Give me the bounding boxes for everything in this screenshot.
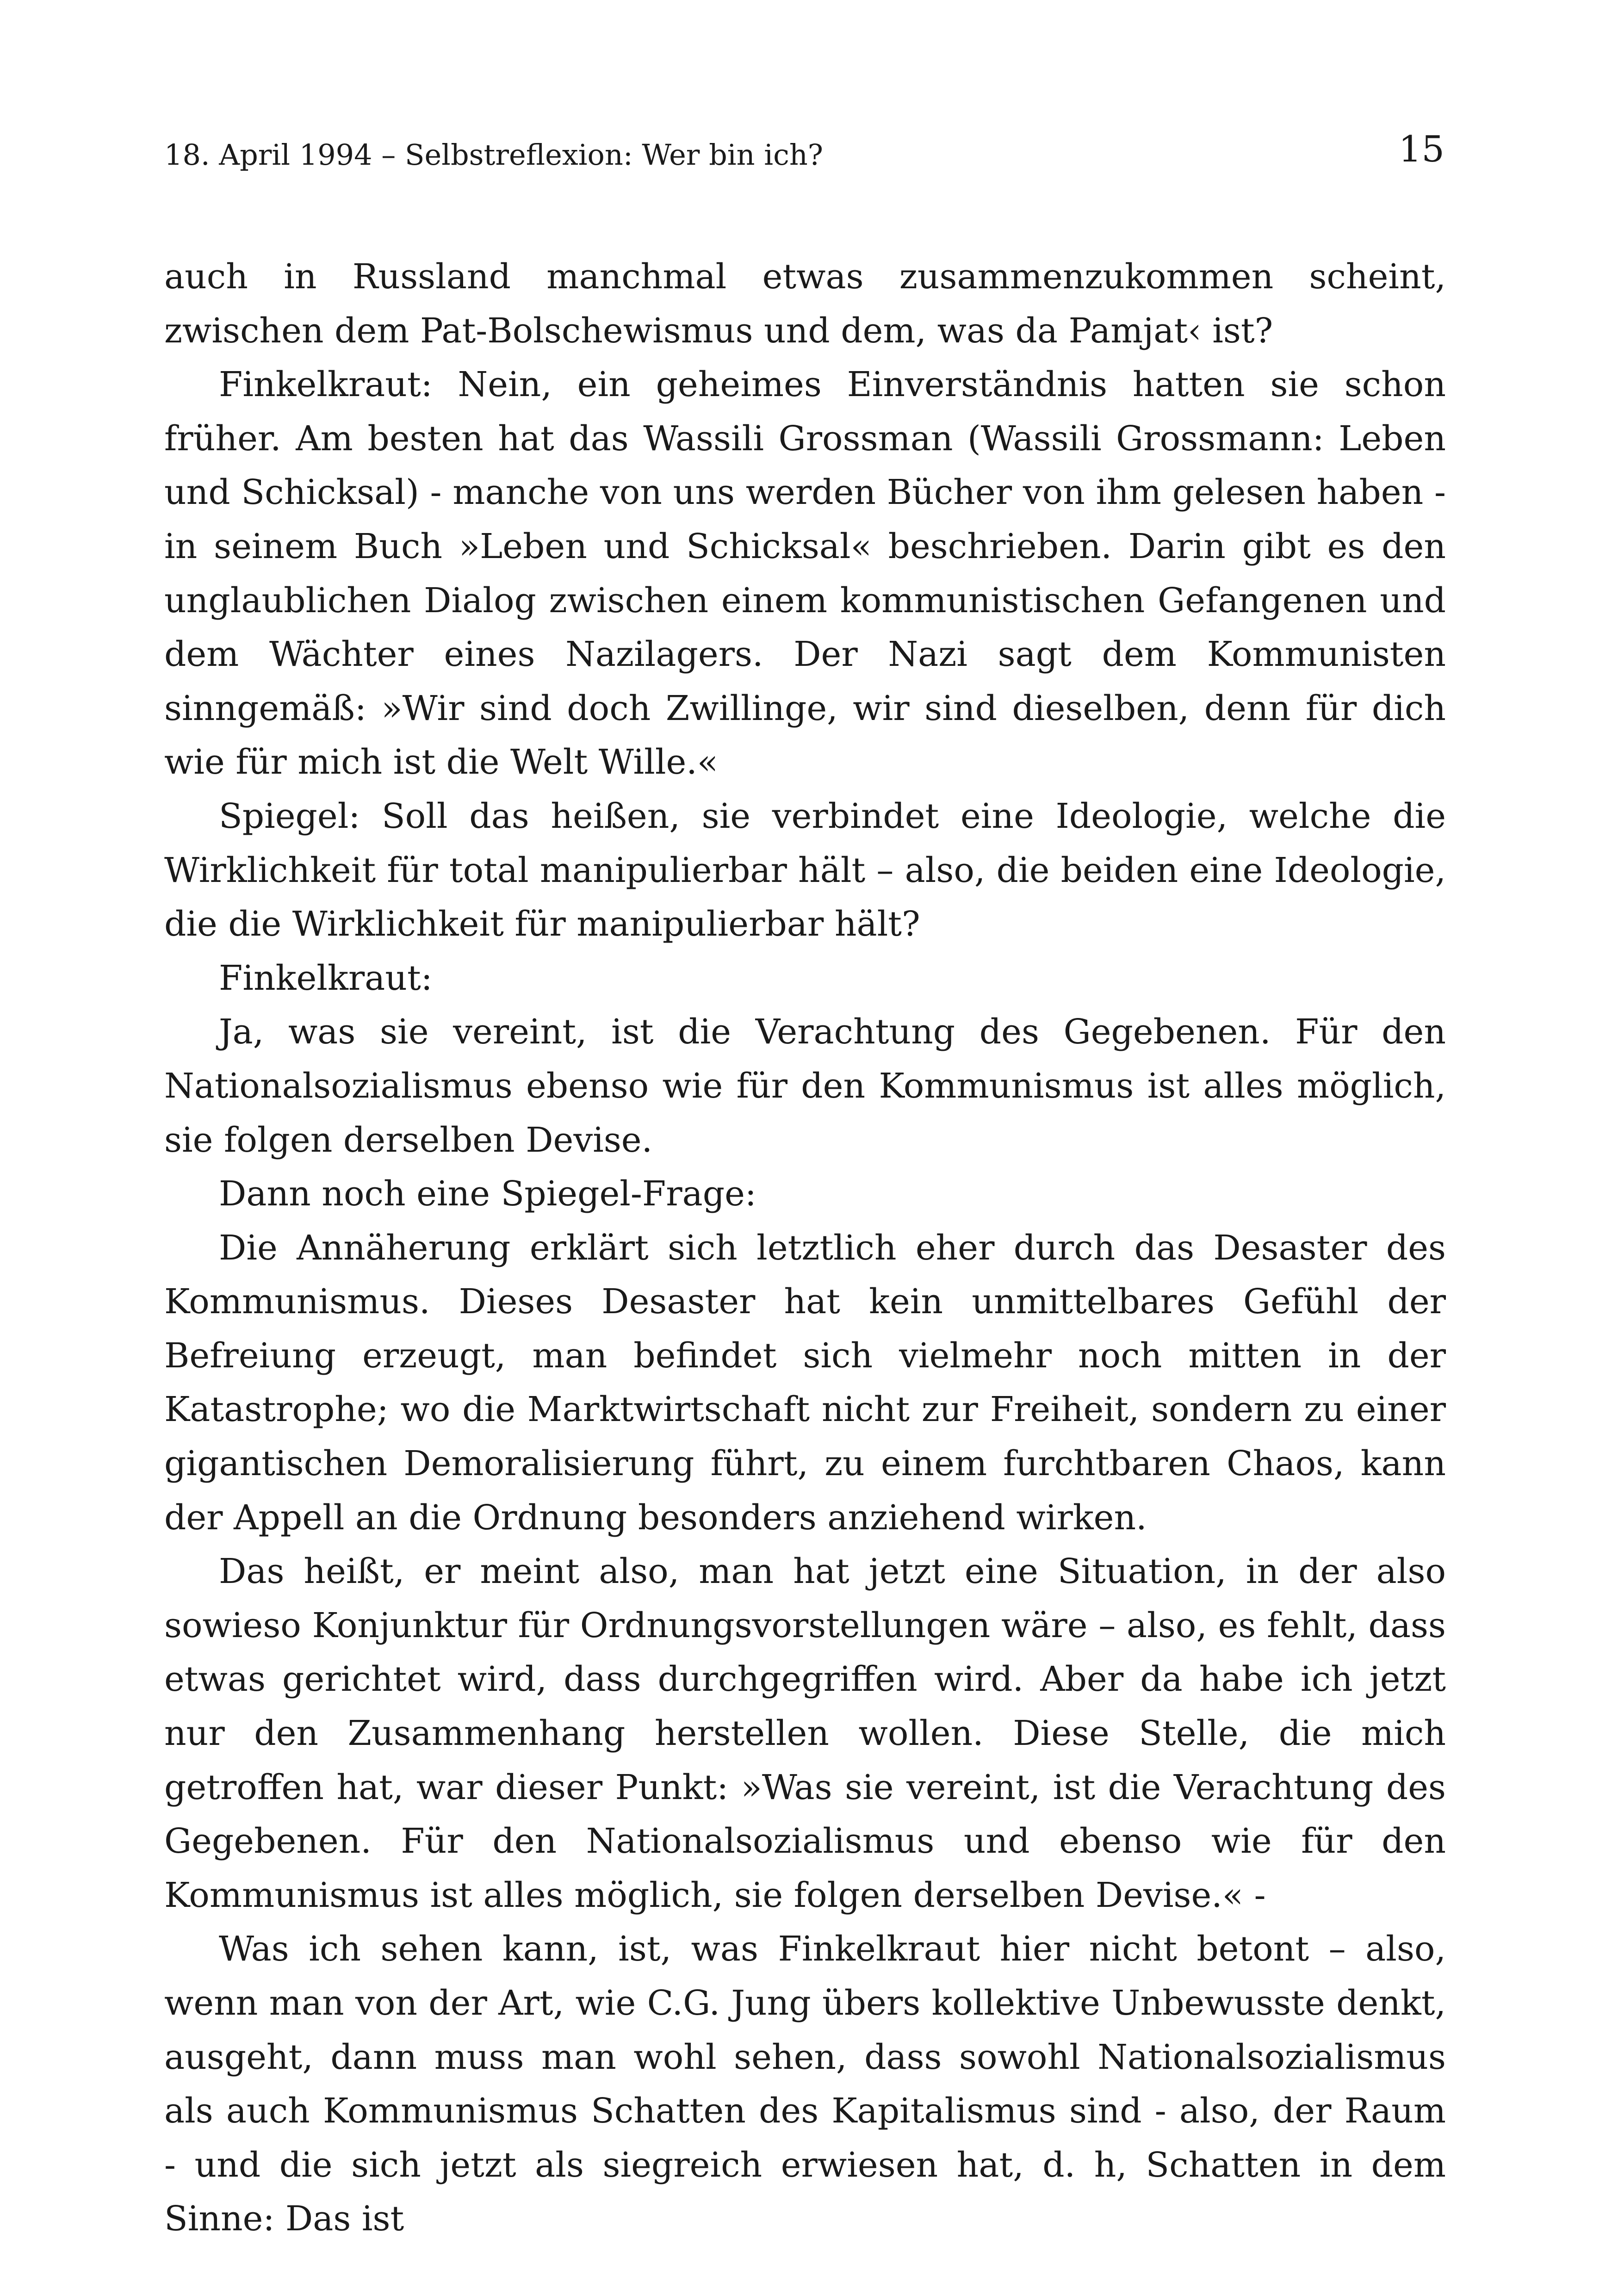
text-body bbox=[164, 250, 1446, 2246]
paragraph: Dann noch eine Spiegel-Frage: bbox=[219, 1174, 756, 1214]
running-head bbox=[164, 130, 1444, 180]
paragraph: Finkelkraut: Nein, ein geheimes Einverständnis hatten sie schon früher. Am besten hat das Wassili Grossman (Wassili Grossmann: Leben und Schicksal) - manche von uns werden Bücher von ihm gelesen haben - in seinem Buch »Leben und Schicksal« beschrieben. Darin gibt es den unglaublichen Dialog zwischen einem kommunistischen Gefangenen und dem Wächter eines Nazilagers. Der Nazi sagt dem Kommunisten sinngemäß: »Wir sind doch Zwillinge, wir sind dieselben, denn für dich wie für mich ist die Welt Wille.« bbox=[164, 365, 1446, 782]
page-number: 15 bbox=[1398, 129, 1444, 170]
paragraph: Spiegel: Soll das heißen, sie verbindet eine Ideologie, welche die Wirklichkeit für total manipulierbar hält – also, die beiden eine Ideologie, die die Wirklichkeit für manipulierbar hält? bbox=[164, 796, 1446, 944]
paragraph: Ja, was sie vereint, ist die Verachtung des Gegebenen. Für den Nationalsozialismus ebenso wie für den Kommunismus ist alles möglich, sie folgen derselben Devise. bbox=[164, 1012, 1446, 1160]
paragraph: Finkelkraut: bbox=[219, 958, 433, 998]
paragraph: Was ich sehen kann, ist, was Finkelkraut hier nicht betont – also, wenn man von der Art, wie C.G. Jung übers kollektive Unbewusste denkt, ausgeht, dann muss man wohl sehen, dass sowohl Nationalsozialismus als auch Kommunismus Schatten des Kapitalismus sind - also, der Raum - und die sich jetzt als siegreich erwiesen hat, d. h, Schatten in dem Sinne: Das ist bbox=[164, 1929, 1446, 2239]
paragraph: Das heißt, er meint also, man hat jetzt eine Situation, in der also sowieso Konjunktur für Ordnungsvorstellungen wäre – also, es fehlt, dass etwas gerichtet wird, dass durchgegriffen wird. Aber da habe ich jetzt nur den Zusammenhang herstellen wollen. Diese Stelle, die mich getroffen hat, war dieser Punkt: »Was sie vereint, ist die Verachtung des Gegebenen. Für den Nationalsozialismus und ebenso wie für den Kommunismus ist alles möglich, sie folgen derselben Devise.« - bbox=[164, 1551, 1446, 1915]
paragraph: auch in Russland manchmal etwas zusammenzukommen scheint, zwischen dem Pat-Bolschewismus und dem, was da Pamjat‹ ist? bbox=[164, 257, 1446, 351]
paragraph: Die Annäherung erklärt sich letztlich eher durch das Desaster des Kommunismus. Dieses Desaster hat kein unmittelbares Gefühl der Befreiung erzeugt, man befindet sich vielmehr noch mitten in der Katastrophe; wo die Marktwirtschaft nicht zur Freiheit, sondern zu einer gigantischen Demoralisierung führt, zu einem furchtbaren Chaos, kann der Appell an die Ordnung besonders anziehend wirken. bbox=[164, 1228, 1446, 1538]
running-title: 18. April 1994 – Selbstreflexion: Wer bin ich? bbox=[164, 138, 824, 172]
